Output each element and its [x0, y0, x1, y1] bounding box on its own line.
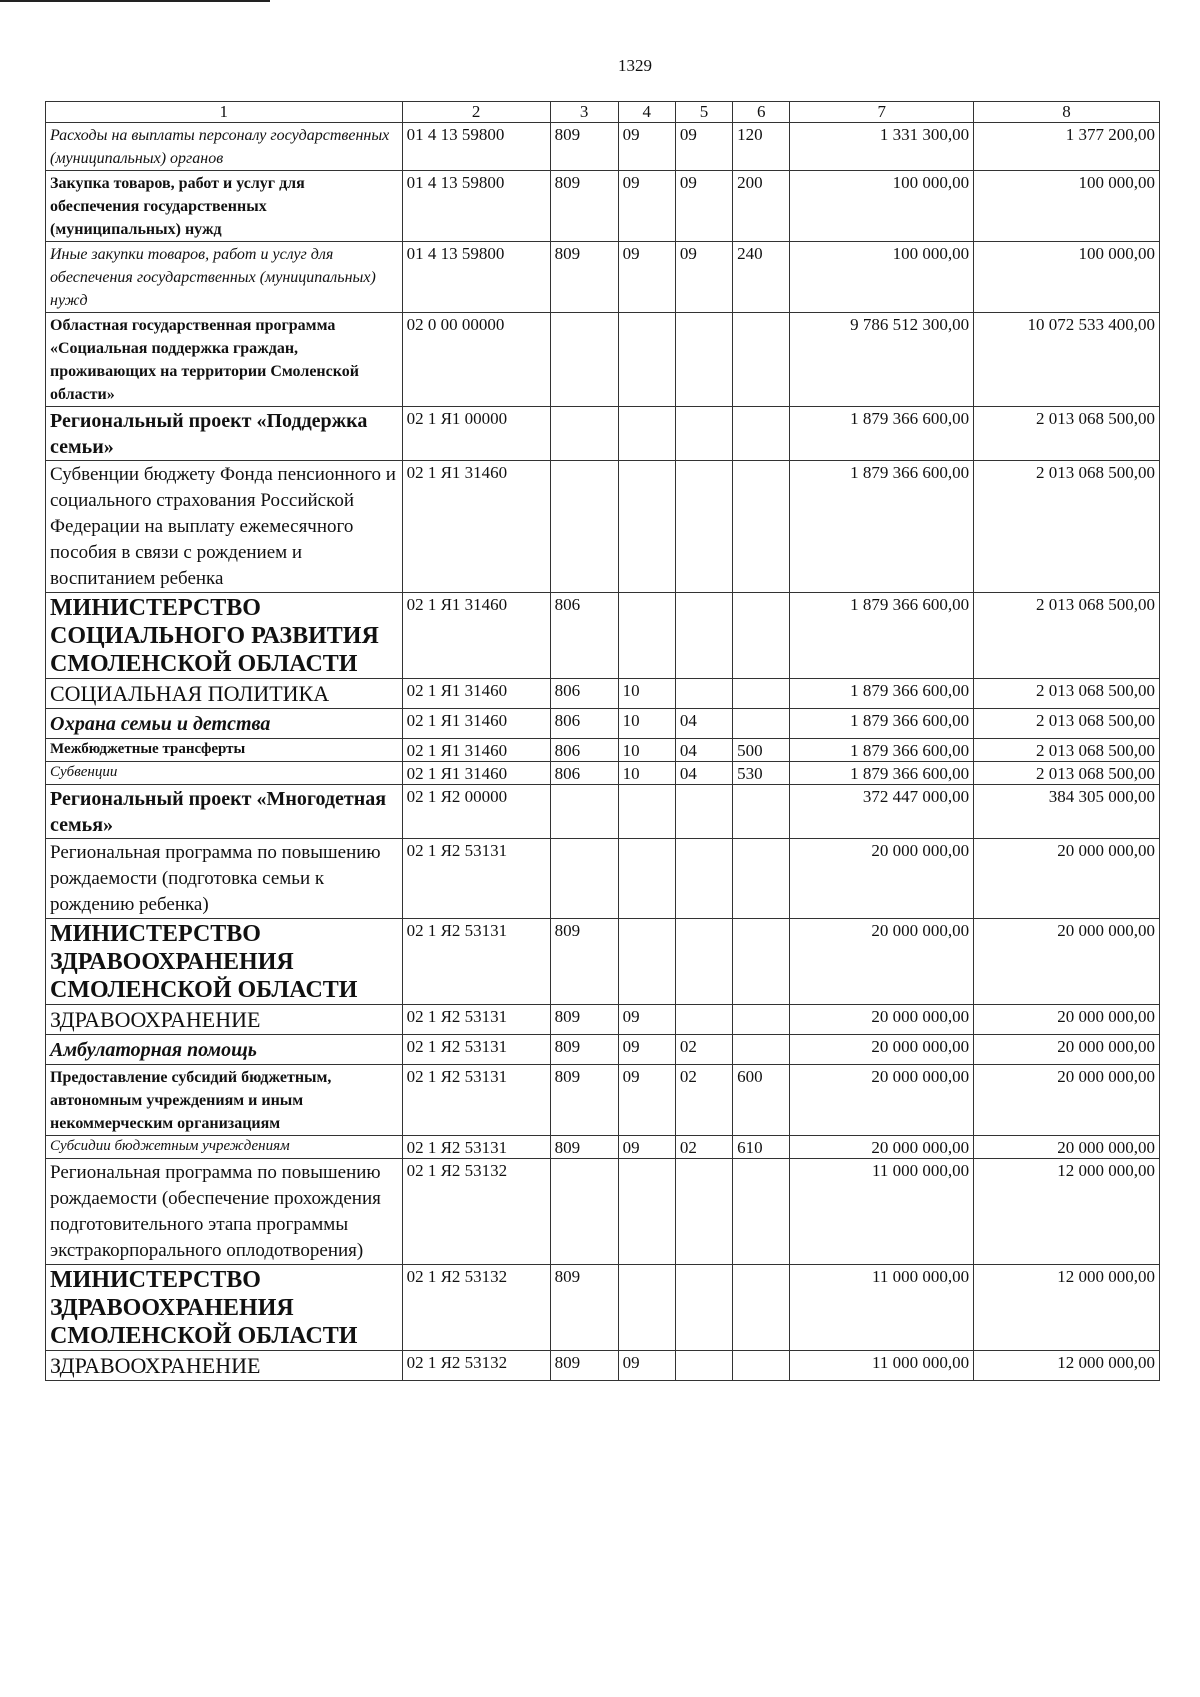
row-code-cell: 02 1 Я1 31460 [402, 679, 550, 709]
row-section-cell [618, 919, 675, 1005]
table-row [46, 313, 1160, 407]
row-subsection-cell [675, 919, 732, 1005]
row-expense-type-cell: 530 [733, 762, 790, 785]
table-row [46, 1351, 1160, 1381]
row-subsection-cell [675, 407, 732, 461]
row-admin-cell: 806 [550, 709, 618, 739]
row-name-cell: ЗДРАВООХРАНЕНИЕ [46, 1005, 403, 1035]
row-expense-type-cell [733, 785, 790, 839]
row-amount-year1-cell: 11 000 000,00 [790, 1265, 974, 1351]
row-admin-cell: 806 [550, 679, 618, 709]
row-section-cell: 09 [618, 171, 675, 242]
row-subsection-cell: 02 [675, 1136, 732, 1159]
row-admin-cell: 809 [550, 1351, 618, 1381]
row-subsection-cell [675, 1005, 732, 1035]
row-section-cell: 10 [618, 679, 675, 709]
row-admin-cell: 809 [550, 1065, 618, 1136]
row-amount-year1-cell: 20 000 000,00 [790, 1005, 974, 1035]
row-amount-year1-cell: 9 786 512 300,00 [790, 313, 974, 407]
row-amount-year1-cell: 20 000 000,00 [790, 1136, 974, 1159]
row-subsection-cell [675, 839, 732, 919]
row-amount-year2-cell: 2 013 068 500,00 [974, 762, 1160, 785]
row-expense-type-cell [733, 1265, 790, 1351]
table-row [46, 242, 1160, 313]
row-subsection-cell: 09 [675, 123, 732, 171]
row-expense-type-cell [733, 461, 790, 593]
row-admin-cell: 809 [550, 919, 618, 1005]
row-code-cell: 01 4 13 59800 [402, 123, 550, 171]
row-admin-cell: 809 [550, 1136, 618, 1159]
row-section-cell: 09 [618, 1065, 675, 1136]
row-amount-year1-cell: 100 000,00 [790, 242, 974, 313]
row-subsection-cell [675, 679, 732, 709]
row-admin-cell: 806 [550, 739, 618, 762]
row-subsection-cell: 02 [675, 1065, 732, 1136]
row-admin-cell: 806 [550, 593, 618, 679]
column-header: 7 [790, 102, 974, 123]
row-amount-year1-cell: 20 000 000,00 [790, 1065, 974, 1136]
row-expense-type-cell: 120 [733, 123, 790, 171]
row-expense-type-cell [733, 313, 790, 407]
row-code-cell: 02 1 Я1 31460 [402, 739, 550, 762]
row-subsection-cell: 04 [675, 709, 732, 739]
table-row [46, 839, 1160, 919]
row-amount-year2-cell: 20 000 000,00 [974, 1136, 1160, 1159]
row-code-cell: 01 4 13 59800 [402, 171, 550, 242]
row-expense-type-cell: 500 [733, 739, 790, 762]
row-amount-year2-cell: 12 000 000,00 [974, 1159, 1160, 1265]
row-expense-type-cell [733, 593, 790, 679]
table-row [46, 739, 1160, 762]
row-name-cell: МИНИСТЕРСТВО ЗДРАВООХРАНЕНИЯ СМОЛЕНСКОЙ ОБЛАСТИ [46, 919, 403, 1005]
row-code-cell: 02 1 Я2 53132 [402, 1159, 550, 1265]
row-code-cell: 02 1 Я2 53131 [402, 1065, 550, 1136]
table-row [46, 1005, 1160, 1035]
row-name-cell: Областная государственная программа «Социальная поддержка граждан, проживающих на территории Смоленской области» [46, 313, 403, 407]
table-row [46, 1035, 1160, 1065]
row-code-cell: 02 1 Я1 00000 [402, 407, 550, 461]
row-amount-year2-cell: 20 000 000,00 [974, 839, 1160, 919]
row-amount-year1-cell: 372 447 000,00 [790, 785, 974, 839]
row-section-cell [618, 313, 675, 407]
row-amount-year1-cell: 1 879 366 600,00 [790, 461, 974, 593]
row-section-cell: 09 [618, 1005, 675, 1035]
row-name-cell: Субвенции [46, 762, 403, 785]
column-header: 4 [618, 102, 675, 123]
row-code-cell: 01 4 13 59800 [402, 242, 550, 313]
row-admin-cell: 809 [550, 123, 618, 171]
row-name-cell: Межбюджетные трансферты [46, 739, 403, 762]
row-expense-type-cell [733, 1005, 790, 1035]
row-section-cell [618, 1265, 675, 1351]
row-name-cell: МИНИСТЕРСТВО ЗДРАВООХРАНЕНИЯ СМОЛЕНСКОЙ ОБЛАСТИ [46, 1265, 403, 1351]
row-name-cell: Закупка товаров, работ и услуг для обеспечения государственных (муниципальных) нужд [46, 171, 403, 242]
row-name-cell: Иные закупки товаров, работ и услуг для обеспечения государственных (муниципальных) нужд [46, 242, 403, 313]
row-section-cell [618, 593, 675, 679]
row-amount-year2-cell: 1 377 200,00 [974, 123, 1160, 171]
row-name-cell: Региональный проект «Многодетная семья» [46, 785, 403, 839]
row-section-cell [618, 839, 675, 919]
row-subsection-cell [675, 593, 732, 679]
row-amount-year2-cell: 20 000 000,00 [974, 1035, 1160, 1065]
row-subsection-cell [675, 785, 732, 839]
row-amount-year2-cell: 2 013 068 500,00 [974, 679, 1160, 709]
row-amount-year2-cell: 10 072 533 400,00 [974, 313, 1160, 407]
row-section-cell [618, 1159, 675, 1265]
row-code-cell: 02 1 Я2 53131 [402, 919, 550, 1005]
row-admin-cell: 809 [550, 1035, 618, 1065]
row-code-cell: 02 1 Я2 53131 [402, 1005, 550, 1035]
row-code-cell: 02 1 Я2 53131 [402, 1136, 550, 1159]
row-amount-year1-cell: 100 000,00 [790, 171, 974, 242]
row-name-cell: Региональный проект «Поддержка семьи» [46, 407, 403, 461]
table-row [46, 461, 1160, 593]
row-amount-year1-cell: 20 000 000,00 [790, 1035, 974, 1065]
row-section-cell: 09 [618, 1136, 675, 1159]
row-admin-cell [550, 839, 618, 919]
row-subsection-cell [675, 313, 732, 407]
table-row [46, 709, 1160, 739]
row-code-cell: 02 1 Я2 00000 [402, 785, 550, 839]
row-amount-year2-cell: 100 000,00 [974, 171, 1160, 242]
row-expense-type-cell: 240 [733, 242, 790, 313]
row-subsection-cell [675, 461, 732, 593]
row-amount-year1-cell: 1 879 366 600,00 [790, 679, 974, 709]
row-name-cell: МИНИСТЕРСТВО СОЦИАЛЬНОГО РАЗВИТИЯ СМОЛЕНСКОЙ ОБЛАСТИ [46, 593, 403, 679]
row-amount-year2-cell: 2 013 068 500,00 [974, 739, 1160, 762]
row-amount-year1-cell: 1 879 366 600,00 [790, 593, 974, 679]
row-name-cell: Региональная программа по повышению рождаемости (подготовка семьи к рождению ребенка) [46, 839, 403, 919]
row-name-cell: СОЦИАЛЬНАЯ ПОЛИТИКА [46, 679, 403, 709]
row-name-cell: Амбулаторная помощь [46, 1035, 403, 1065]
row-name-cell: Предоставление субсидий бюджетным, автономным учреждениям и иным некоммерческим организациям [46, 1065, 403, 1136]
budget-table [45, 101, 1160, 1381]
row-admin-cell [550, 1159, 618, 1265]
row-amount-year1-cell: 1 879 366 600,00 [790, 709, 974, 739]
row-amount-year2-cell: 2 013 068 500,00 [974, 709, 1160, 739]
row-name-cell: Охрана семьи и детства [46, 709, 403, 739]
row-amount-year2-cell: 100 000,00 [974, 242, 1160, 313]
row-subsection-cell: 04 [675, 739, 732, 762]
column-header: 2 [402, 102, 550, 123]
row-amount-year2-cell: 384 305 000,00 [974, 785, 1160, 839]
scan-corner-line [0, 0, 270, 2]
row-admin-cell [550, 313, 618, 407]
table-row [46, 1065, 1160, 1136]
row-section-cell: 09 [618, 242, 675, 313]
row-expense-type-cell: 200 [733, 171, 790, 242]
row-code-cell: 02 1 Я2 53132 [402, 1351, 550, 1381]
row-amount-year2-cell: 20 000 000,00 [974, 1005, 1160, 1035]
row-section-cell: 10 [618, 709, 675, 739]
row-amount-year2-cell: 2 013 068 500,00 [974, 593, 1160, 679]
row-section-cell: 09 [618, 1351, 675, 1381]
table-row [46, 171, 1160, 242]
row-amount-year2-cell: 20 000 000,00 [974, 1065, 1160, 1136]
row-amount-year2-cell: 2 013 068 500,00 [974, 461, 1160, 593]
row-section-cell [618, 407, 675, 461]
column-header: 3 [550, 102, 618, 123]
row-subsection-cell [675, 1351, 732, 1381]
row-code-cell: 02 1 Я1 31460 [402, 709, 550, 739]
page-number: 1329 [618, 56, 652, 75]
row-admin-cell: 809 [550, 171, 618, 242]
row-subsection-cell: 02 [675, 1035, 732, 1065]
row-section-cell: 09 [618, 123, 675, 171]
table-row [46, 407, 1160, 461]
row-expense-type-cell: 610 [733, 1136, 790, 1159]
row-subsection-cell [675, 1159, 732, 1265]
table-row [46, 919, 1160, 1005]
row-subsection-cell: 09 [675, 242, 732, 313]
row-expense-type-cell [733, 407, 790, 461]
row-code-cell: 02 1 Я1 31460 [402, 593, 550, 679]
row-amount-year1-cell: 1 331 300,00 [790, 123, 974, 171]
row-admin-cell [550, 785, 618, 839]
row-code-cell: 02 1 Я2 53131 [402, 839, 550, 919]
row-name-cell: Региональная программа по повышению рождаемости (обеспечение прохождения подготовительного этапа программы экстракорпорального оплодотворения) [46, 1159, 403, 1265]
row-subsection-cell [675, 1265, 732, 1351]
row-amount-year1-cell: 11 000 000,00 [790, 1351, 974, 1381]
row-amount-year2-cell: 2 013 068 500,00 [974, 407, 1160, 461]
row-amount-year2-cell: 12 000 000,00 [974, 1351, 1160, 1381]
row-name-cell: Расходы на выплаты персоналу государственных (муниципальных) органов [46, 123, 403, 171]
row-expense-type-cell [733, 919, 790, 1005]
row-amount-year1-cell: 1 879 366 600,00 [790, 407, 974, 461]
column-header: 8 [974, 102, 1160, 123]
row-admin-cell: 809 [550, 1005, 618, 1035]
row-expense-type-cell: 600 [733, 1065, 790, 1136]
column-header: 1 [46, 102, 403, 123]
row-code-cell: 02 1 Я1 31460 [402, 762, 550, 785]
row-code-cell: 02 1 Я2 53132 [402, 1265, 550, 1351]
row-admin-cell [550, 461, 618, 593]
row-amount-year1-cell: 11 000 000,00 [790, 1159, 974, 1265]
row-expense-type-cell [733, 1351, 790, 1381]
column-header: 6 [733, 102, 790, 123]
row-section-cell: 10 [618, 762, 675, 785]
table-row [46, 785, 1160, 839]
row-admin-cell [550, 407, 618, 461]
table-row [46, 593, 1160, 679]
row-name-cell: Субвенции бюджету Фонда пенсионного и социального страхования Российской Федерации на выплату ежемесячного пособия в связи с рождением и воспитанием ребенка [46, 461, 403, 593]
row-section-cell: 10 [618, 739, 675, 762]
row-admin-cell: 809 [550, 1265, 618, 1351]
row-amount-year1-cell: 1 879 366 600,00 [790, 762, 974, 785]
row-expense-type-cell [733, 709, 790, 739]
row-expense-type-cell [733, 679, 790, 709]
row-admin-cell: 809 [550, 242, 618, 313]
row-code-cell: 02 0 00 00000 [402, 313, 550, 407]
table-row [46, 1265, 1160, 1351]
row-expense-type-cell [733, 1035, 790, 1065]
row-expense-type-cell [733, 839, 790, 919]
table-row [46, 679, 1160, 709]
row-admin-cell: 806 [550, 762, 618, 785]
row-amount-year2-cell: 20 000 000,00 [974, 919, 1160, 1005]
table-body [46, 123, 1160, 1381]
table-row [46, 1136, 1160, 1159]
row-section-cell [618, 785, 675, 839]
row-amount-year1-cell: 20 000 000,00 [790, 839, 974, 919]
row-amount-year1-cell: 1 879 366 600,00 [790, 739, 974, 762]
row-section-cell [618, 461, 675, 593]
table-row [46, 762, 1160, 785]
row-subsection-cell: 04 [675, 762, 732, 785]
row-code-cell: 02 1 Я2 53131 [402, 1035, 550, 1065]
table-row [46, 123, 1160, 171]
row-amount-year2-cell: 12 000 000,00 [974, 1265, 1160, 1351]
column-header: 5 [675, 102, 732, 123]
row-subsection-cell: 09 [675, 171, 732, 242]
row-expense-type-cell [733, 1159, 790, 1265]
row-name-cell: ЗДРАВООХРАНЕНИЕ [46, 1351, 403, 1381]
row-name-cell: Субсидии бюджетным учреждениям [46, 1136, 403, 1159]
row-section-cell: 09 [618, 1035, 675, 1065]
table-row [46, 1159, 1160, 1265]
header-row [46, 102, 1160, 123]
row-amount-year1-cell: 20 000 000,00 [790, 919, 974, 1005]
row-code-cell: 02 1 Я1 31460 [402, 461, 550, 593]
